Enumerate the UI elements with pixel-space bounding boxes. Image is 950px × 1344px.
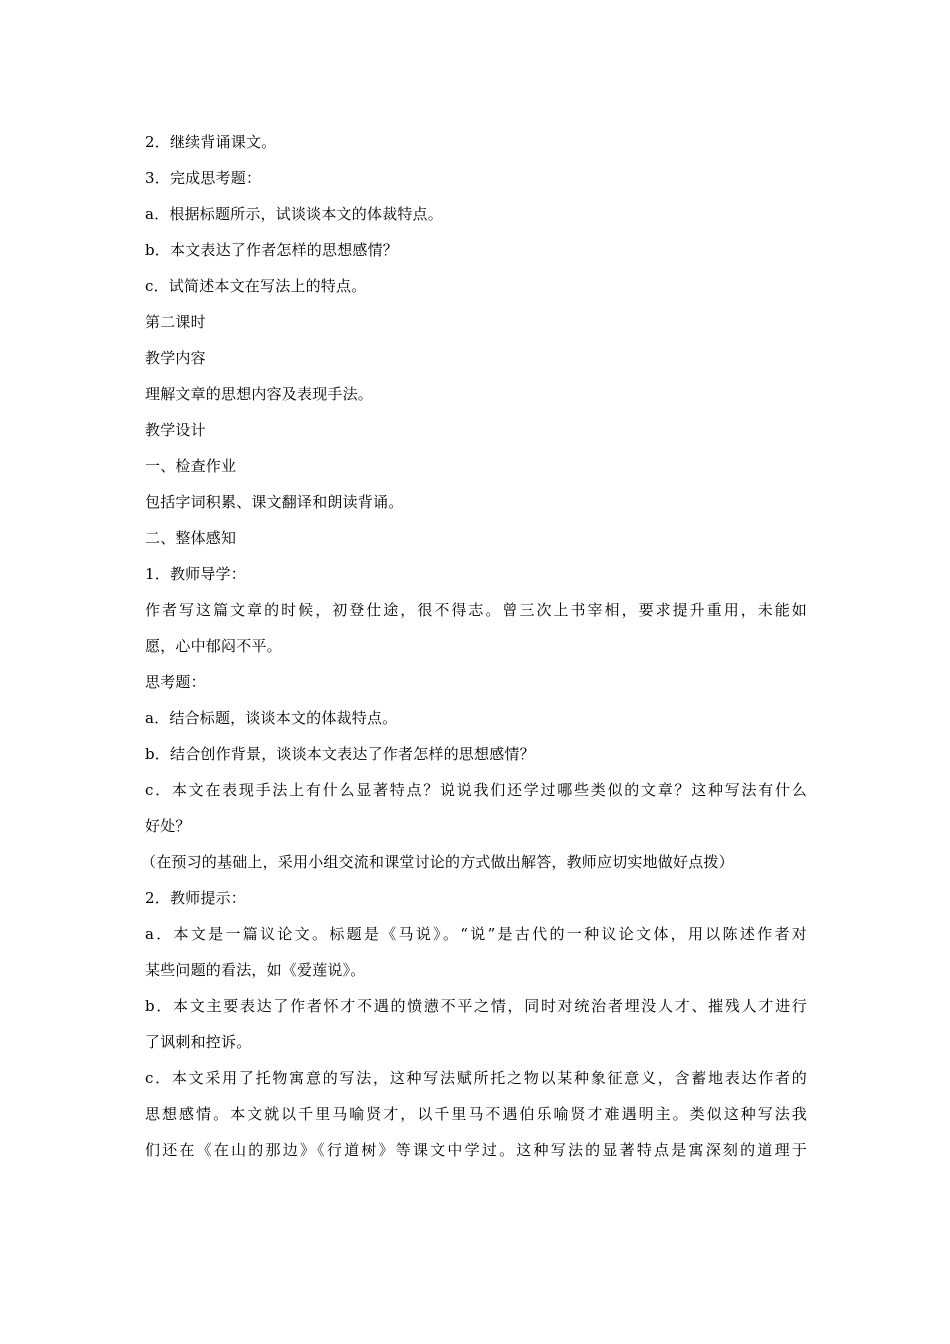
text-line: 包括字词积累、课文翻译和朗读背诵。: [145, 493, 404, 511]
paragraph-line: 愿，心中郁闷不平。: [145, 637, 282, 655]
subheading: 教学设计: [145, 421, 206, 439]
document-body: [141, 124, 807, 1168]
text-line: b．结合创作背景，谈谈本文表达了作者怎样的思想感情？: [145, 745, 535, 763]
paragraph-answer-c: [145, 1060, 807, 1168]
text-line: a．根据标题所示，试谈谈本文的体裁特点。: [145, 205, 443, 223]
paragraph-line: a．本文是一篇议论文。标题是《马说》。“说”是古代的一种议论文体，用以陈述作者对: [145, 925, 807, 943]
text-line: 3．完成思考题：: [145, 169, 262, 187]
paragraph-answer-b: [145, 988, 807, 1060]
subheading: 教学内容: [145, 349, 206, 367]
paragraph-question-c: [145, 772, 807, 844]
section-heading: 第二课时: [145, 313, 206, 331]
subheading: 思考题：: [145, 673, 206, 691]
paragraph-line: 作者写这篇文章的时候，初登仕途，很不得志。曾三次上书宰相，要求提升重用，未能如: [145, 601, 807, 619]
paragraph-line: 好处？: [145, 817, 191, 835]
paragraph-line: 们还在《在山的那边》《行道树》等课文中学过。这种写法的显著特点是寓深刻的道理于: [145, 1141, 807, 1159]
text-line: b．本文表达了作者怎样的思想感情？: [145, 241, 399, 259]
subheading: 二、整体感知: [145, 529, 237, 547]
text-line: 2．继续背诵课文。: [145, 133, 277, 151]
paragraph-line: 某些问题的看法，如《爱莲说》。: [145, 961, 366, 979]
text-line: （在预习的基础上，采用小组交流和课堂讨论的方式做出解答，教师应切实地做好点拨）: [141, 853, 734, 871]
text-line: 1．教师导学：: [145, 565, 246, 583]
paragraph-background: [145, 592, 807, 664]
text-line: a．结合标题，谈谈本文的体裁特点。: [145, 709, 398, 727]
text-line: 2．教师提示：: [145, 889, 246, 907]
text-line: 理解文章的思想内容及表现手法。: [145, 385, 374, 403]
paragraph-line: c．本文采用了托物寓意的写法，这种写法赋所托之物以某种象征意义，含蓄地表达作者的: [145, 1069, 807, 1087]
paragraph-line: 思想感情。本文就以千里马喻贤才，以千里马不遇伯乐喻贤才难遇明主。类似这种写法我: [145, 1105, 807, 1123]
subheading: 一、检查作业: [145, 457, 237, 475]
paragraph-line: c．本文在表现手法上有什么显著特点？说说我们还学过哪些类似的文章？这种写法有什么: [145, 781, 807, 799]
text-line: c．试简述本文在写法上的特点。: [145, 277, 367, 295]
paragraph-answer-a: [145, 916, 807, 988]
paragraph-line: b．本文主要表达了作者怀才不遇的愤懑不平之情，同时对统治者埋没人才、摧残人才进行: [145, 997, 807, 1015]
paragraph-line: 了讽刺和控诉。: [145, 1033, 252, 1051]
